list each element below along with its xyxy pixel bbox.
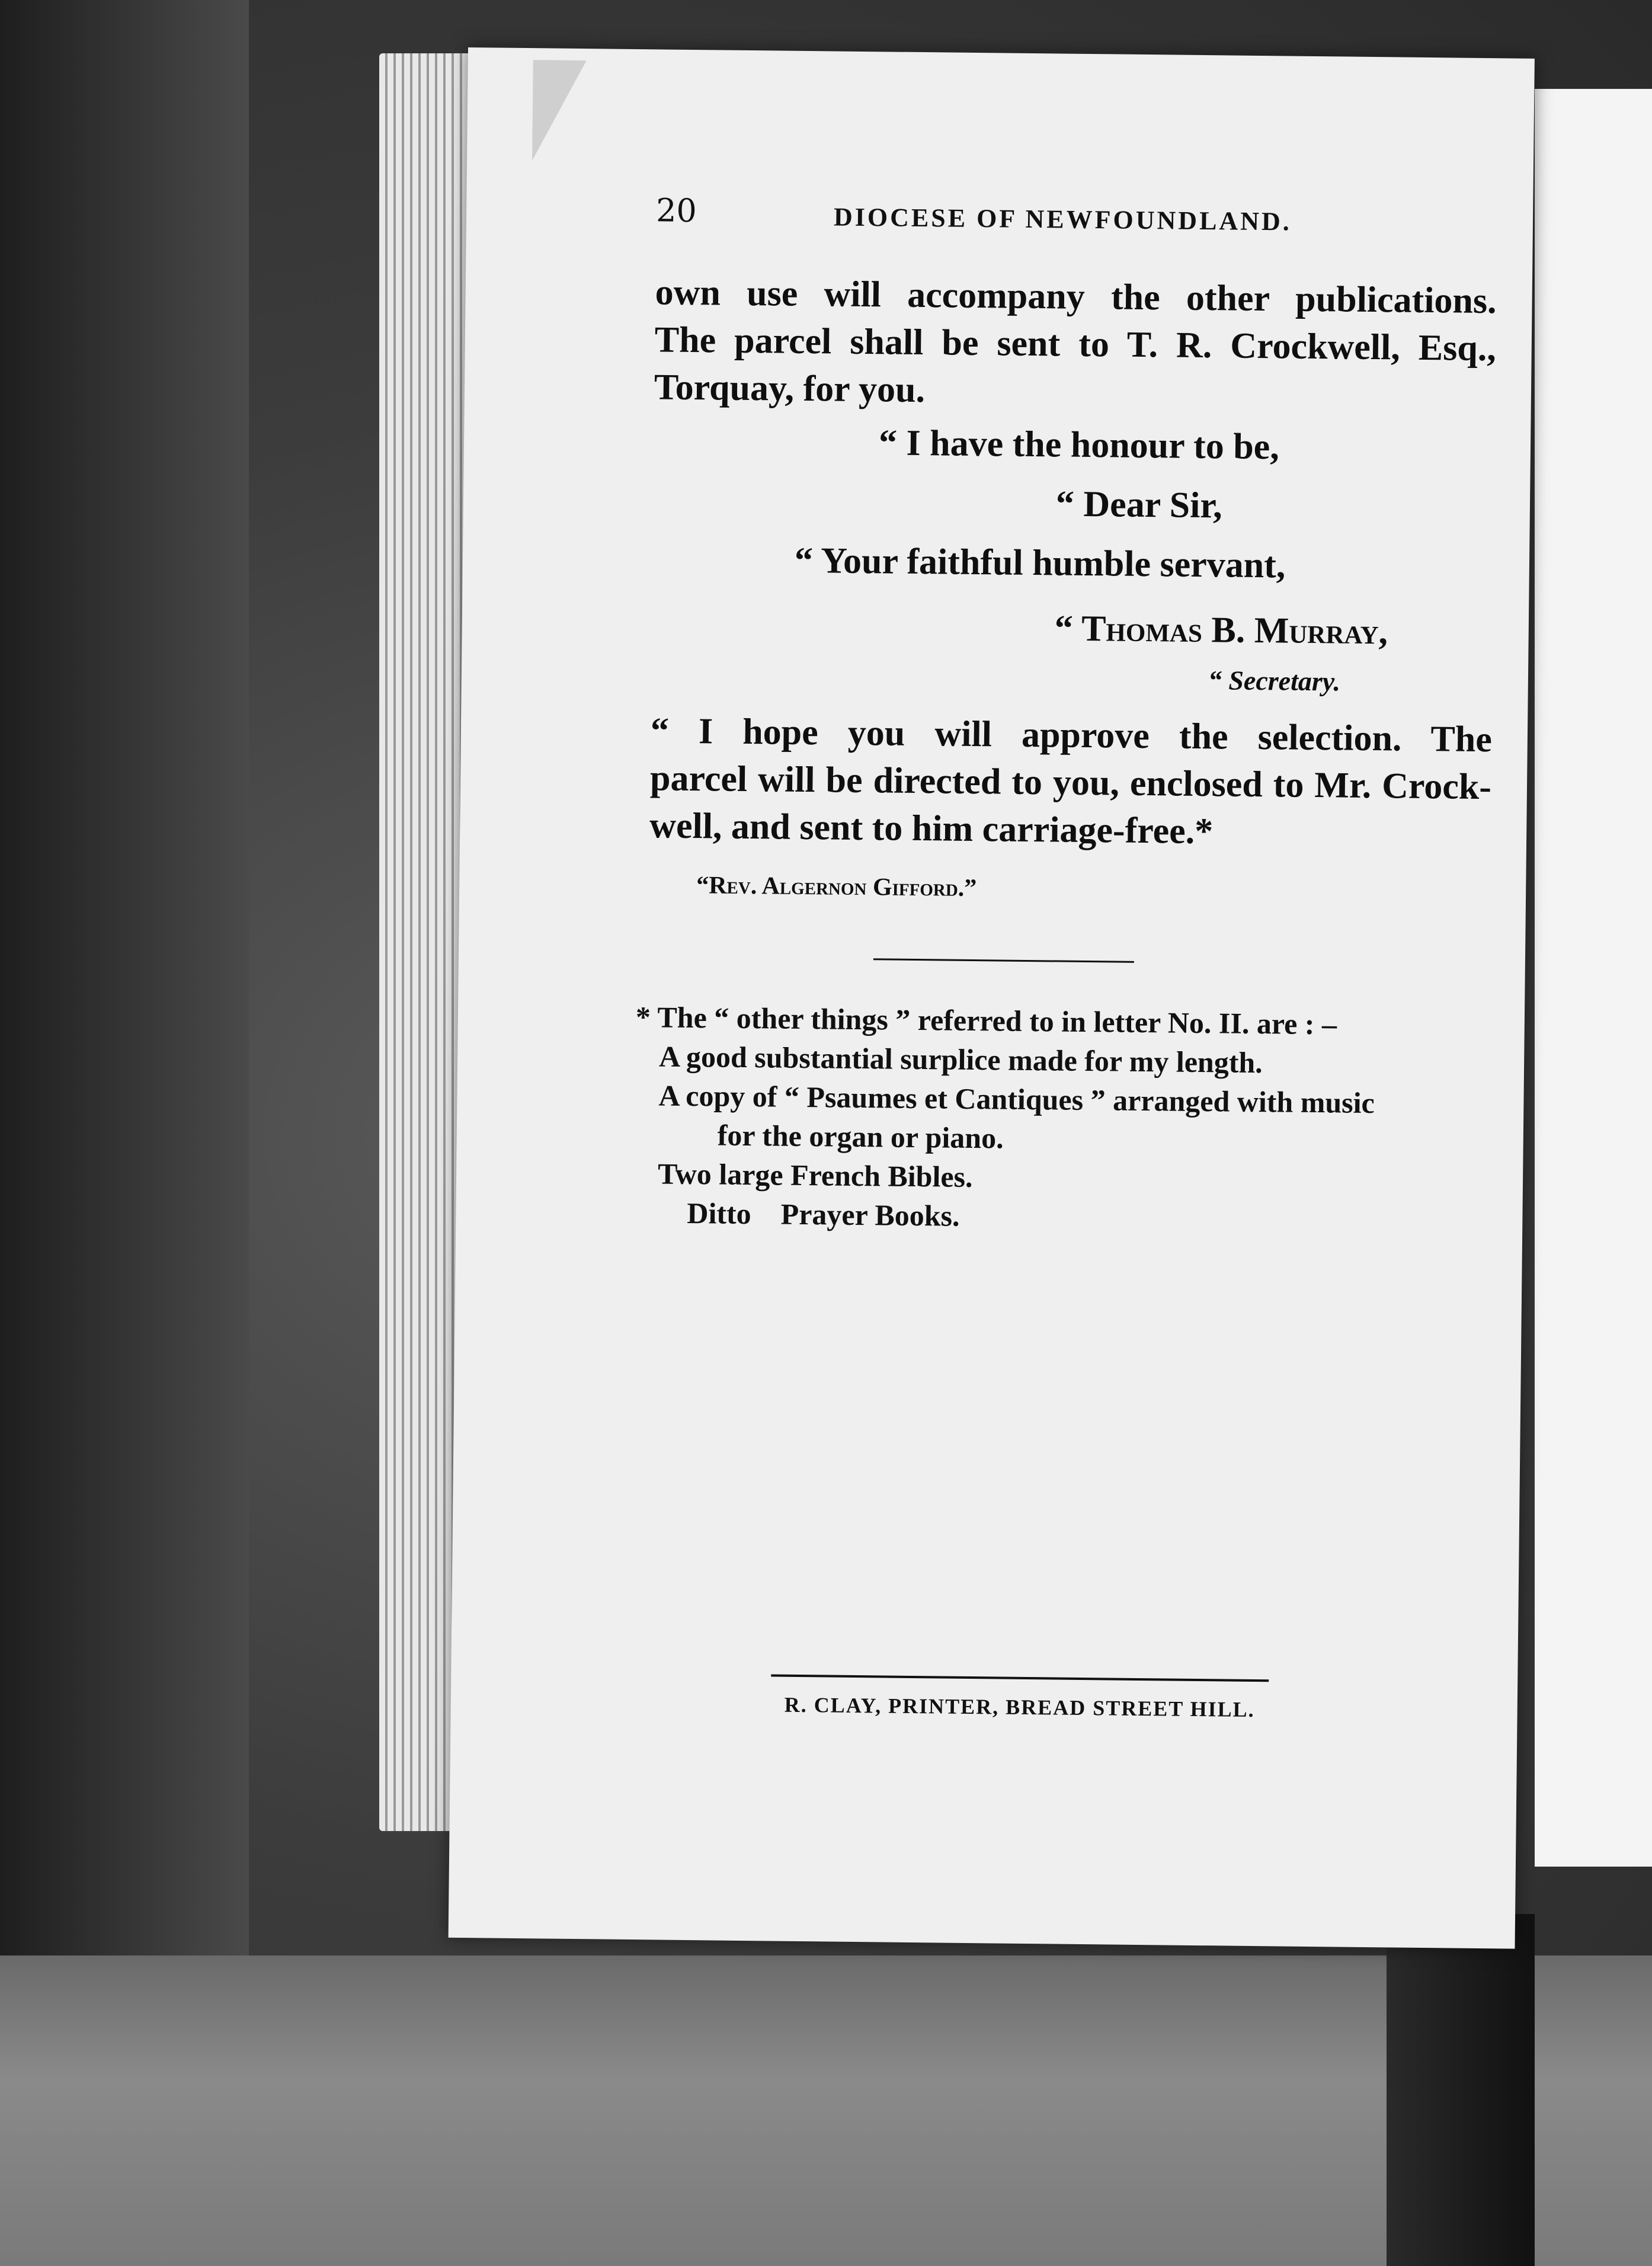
printer-imprint: R. CLAY, PRINTER, BREAD STREET HILL. [784,1692,1255,1722]
signatory-title: “ Secretary. [1208,665,1341,697]
imprint-rule [771,1675,1269,1682]
footnote-line: * The “ other things ” referred to in letter No. II. are : – [635,1000,1337,1041]
page-header [656,191,1498,254]
sender-name: “Rev. Algernon Gifford.” [696,872,977,902]
text-line: parcel will be directed to you, enclosed to Mr. Crock- [649,758,1492,808]
page-number: 20 [655,191,697,230]
text-line: The parcel shall be sent to T. R. Crockwell, Esq., [654,319,1497,369]
text-line: “ I hope you will approve the selection. The [650,710,1493,760]
running-head: DIOCESE OF NEWFOUNDLAND. [833,202,1292,236]
letter-paragraph-2 [649,707,1492,858]
footnote-line: A good substantial surplice made for my length. [658,1039,1263,1080]
facing-page-edge [1535,89,1652,1867]
text-line: Torquay, for you. [654,367,926,411]
closing-line-2: “ Dear Sir, [1055,484,1223,526]
folded-corner [532,60,587,161]
book-page [449,47,1535,1949]
letter-paragraph-1 [654,268,1497,420]
footnote-line: Two large French Bibles. [657,1157,973,1194]
signature: “ Thomas B. Murray, [1054,608,1388,652]
footnote-line: A copy of “ Psaumes et Cantiques ” arranged with music [658,1078,1375,1120]
book-cover-edge [1387,1914,1535,2266]
text-line: own use will accompany the other publications. [655,272,1497,322]
left-shadow [0,0,249,2266]
footnote-line: Ditto Prayer Books. [687,1196,960,1233]
footnote-rule [873,958,1134,963]
footnote-line: for the organ or piano. [717,1118,1004,1155]
closing-line-1: “ I have the honour to be, [878,423,1280,468]
text-line: well, and sent to him carriage-free.* [649,805,1214,852]
closing-line-3: “ Your faithful humble servant, [794,540,1286,586]
footnote [633,997,1489,1241]
